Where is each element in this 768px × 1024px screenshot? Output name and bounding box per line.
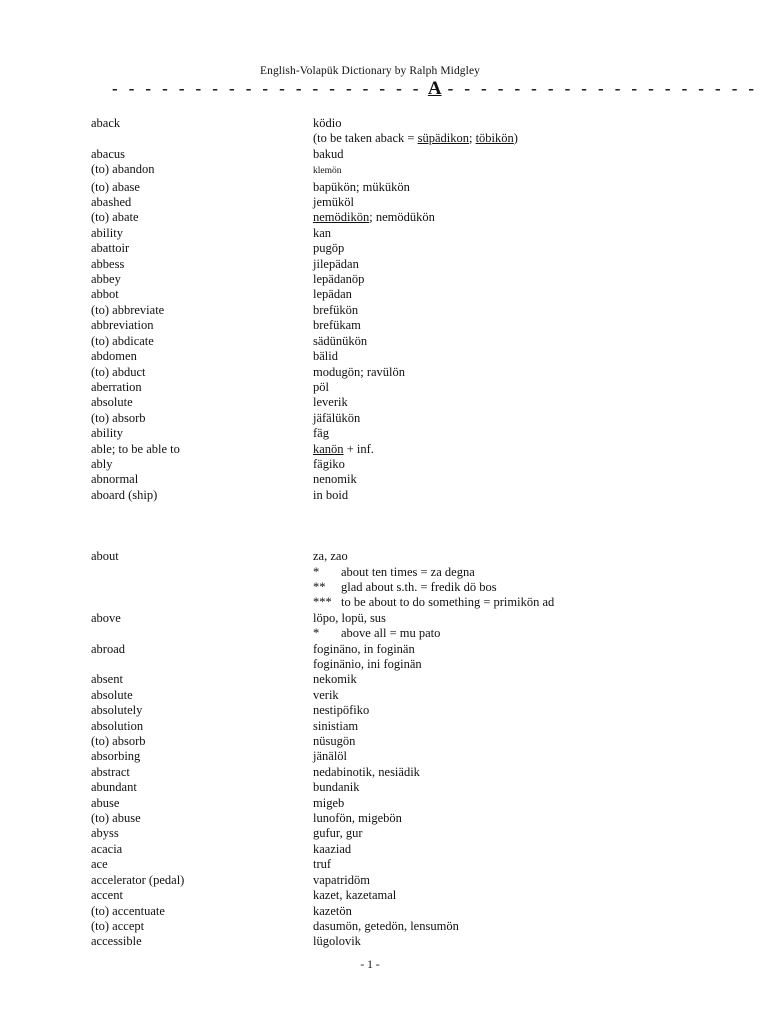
- dash-rule-right: - - - - - - - - - - - - - - - - - - -: [447, 79, 758, 98]
- translation-text: bundanik: [313, 780, 360, 795]
- volapuk-translation: [313, 657, 691, 672]
- english-term: abnormal: [91, 472, 139, 487]
- english-term: (to) abbreviate: [91, 302, 165, 317]
- english-term: [91, 626, 313, 641]
- translation-text: za, zao: [313, 549, 348, 564]
- volapuk-translation: [313, 734, 691, 749]
- entry-row: [91, 642, 691, 657]
- volapuk-translation: [313, 688, 691, 703]
- volapuk-translation: [313, 287, 691, 302]
- volapuk-translation: [313, 719, 691, 734]
- english-term: absolute: [91, 395, 133, 410]
- entry-row: [91, 688, 691, 703]
- translation-text: about ten times = za degna: [341, 564, 475, 579]
- volapuk-translation: [313, 226, 691, 241]
- english-term: abbey: [91, 272, 121, 287]
- page-number: - 1 -: [360, 959, 380, 971]
- translation-text: ködio: [313, 116, 342, 130]
- entry-row: [91, 780, 691, 795]
- entry-row: [91, 442, 691, 457]
- translation-text: in boid: [313, 487, 349, 502]
- translation-part: kanön: [313, 441, 344, 456]
- entry-row: [91, 919, 691, 934]
- translation-text: nekomik: [313, 672, 357, 687]
- translation-text: glad about s.th. = fredik dö bos: [341, 579, 497, 594]
- english-term: (to) absorb: [91, 734, 146, 749]
- translation-text: nüsugön: [313, 734, 356, 749]
- english-term: abdomen: [91, 349, 137, 364]
- entry-row: [91, 334, 691, 349]
- volapuk-translation: [313, 672, 691, 687]
- translation-text: fäg: [313, 426, 329, 441]
- english-term: able; to be able to: [91, 441, 180, 456]
- entry-row: [91, 162, 691, 179]
- entry-row: [91, 503, 691, 549]
- volapuk-translation: [313, 595, 691, 610]
- example-marker: **: [313, 579, 326, 594]
- volapuk-translation: [313, 580, 691, 595]
- translation-part: süpädikon: [417, 131, 469, 146]
- translation-part: (to be taken aback =: [313, 131, 418, 146]
- entry-row: [91, 611, 691, 626]
- volapuk-translation: [313, 873, 691, 888]
- translation-text: lügolovik: [313, 934, 361, 949]
- volapuk-translation: [313, 472, 691, 487]
- english-term: accessible: [91, 934, 142, 949]
- volapuk-translation: [313, 380, 691, 395]
- entry-row: [91, 888, 691, 903]
- entry-row: [91, 873, 691, 888]
- translation-text: nenomik: [313, 472, 357, 487]
- translation-text: nestipöfiko: [313, 703, 370, 718]
- entry-row: [91, 857, 691, 872]
- entry-row: [91, 272, 691, 287]
- translation-text: jilepädan: [313, 256, 359, 271]
- english-term: ability: [91, 426, 123, 441]
- volapuk-translation: [313, 442, 691, 457]
- entry-row: [91, 796, 691, 811]
- english-term: abundant: [91, 780, 137, 795]
- volapuk-translation: [313, 857, 691, 872]
- entry-row: [91, 131, 691, 146]
- entry-row: [91, 147, 691, 162]
- translation-text: bakud: [313, 146, 344, 161]
- english-term: abacus: [91, 146, 126, 161]
- translation-text: verik: [313, 687, 339, 702]
- translation-text: bälid: [313, 349, 338, 364]
- section-letter: A: [427, 78, 442, 99]
- volapuk-translation: [313, 147, 691, 162]
- translation-text: sädünükön: [313, 333, 368, 348]
- translation-text: brefükön: [313, 302, 359, 317]
- volapuk-translation: [313, 349, 691, 364]
- translation-text: leverik: [313, 395, 348, 410]
- english-term: about: [91, 549, 119, 564]
- translation-text: jänälöl: [313, 749, 348, 764]
- translation-text: foginäno, in foginän: [313, 641, 415, 656]
- translation-text: kazetön: [313, 903, 352, 918]
- entry-row: [91, 287, 691, 302]
- english-term: absolute: [91, 687, 133, 702]
- entry-row: [91, 565, 691, 580]
- english-term: abyss: [91, 826, 119, 841]
- english-term: absorbing: [91, 749, 141, 764]
- english-term: [91, 565, 313, 580]
- entry-row: [91, 657, 691, 672]
- volapuk-translation: [313, 904, 691, 919]
- translation-text: bapükön; mükükön: [313, 179, 410, 194]
- entry-row: [91, 426, 691, 441]
- entry-row: [91, 365, 691, 380]
- dash-rule-left: - - - - - - - - - - - - - - - - - - -: [112, 79, 422, 98]
- english-term: ability: [91, 225, 123, 240]
- english-term: absent: [91, 672, 123, 687]
- translation-text: pöl: [313, 379, 329, 394]
- entry-row: [91, 595, 691, 610]
- translation-part: ): [513, 131, 518, 146]
- volapuk-translation: [313, 411, 691, 426]
- translation-text: brefükam: [313, 318, 361, 333]
- volapuk-translation: [313, 565, 691, 580]
- translation-text: nedabinotik, nesiädik: [313, 764, 420, 779]
- entry-row: [91, 904, 691, 919]
- english-term: (to) accentuate: [91, 903, 165, 918]
- volapuk-translation: [313, 365, 691, 380]
- english-term: aback: [91, 116, 121, 130]
- volapuk-translation: [313, 842, 691, 857]
- volapuk-translation: [313, 318, 691, 333]
- english-term: [91, 580, 313, 595]
- english-term: [91, 657, 313, 672]
- volapuk-translation: [313, 611, 691, 626]
- page-title: English-Volapük Dictionary by Ralph Midgley: [259, 65, 480, 77]
- volapuk-translation: [313, 919, 691, 934]
- english-term: (to) abate: [91, 210, 139, 225]
- translation-text: modugön; ravülön: [313, 364, 406, 379]
- entry-row: [91, 626, 691, 641]
- entry-row: [91, 395, 691, 410]
- translation-part: ;: [468, 131, 476, 146]
- entry-row: [91, 719, 691, 734]
- entry-row: [91, 195, 691, 210]
- english-term: abbot: [91, 287, 119, 302]
- volapuk-translation: [313, 549, 691, 564]
- volapuk-translation: [313, 334, 691, 349]
- english-term: (to) abandon: [91, 162, 155, 177]
- volapuk-translation: [313, 303, 691, 318]
- translation-text: klemön: [313, 166, 342, 177]
- volapuk-translation: [313, 826, 691, 841]
- english-term: [91, 131, 313, 146]
- example-marker: *: [313, 564, 320, 579]
- translation-text: above all = mu pato: [341, 626, 441, 641]
- translation-text: lepädan: [313, 287, 352, 302]
- volapuk-translation: [313, 257, 691, 272]
- volapuk-translation: [313, 642, 691, 657]
- entry-row: [91, 749, 691, 764]
- english-term: acacia: [91, 841, 123, 856]
- entry-row: [91, 303, 691, 318]
- entry-list: [91, 116, 691, 950]
- english-term: ably: [91, 456, 113, 471]
- volapuk-translation: [313, 796, 691, 811]
- volapuk-translation: [313, 626, 691, 641]
- volapuk-translation: [313, 749, 691, 764]
- volapuk-translation: [313, 272, 691, 287]
- volapuk-translation: [313, 488, 691, 503]
- volapuk-translation: [313, 934, 691, 949]
- english-term: abroad: [91, 641, 126, 656]
- volapuk-translation: [313, 765, 691, 780]
- translation-text: to be about to do something = primikön ad: [341, 595, 555, 610]
- english-term: aboard (ship): [91, 487, 158, 502]
- english-term: absolution: [91, 718, 144, 733]
- entry-row: [91, 210, 691, 225]
- entry-row: [91, 488, 691, 503]
- english-term: accelerator (pedal): [91, 872, 185, 887]
- translation-text: fägiko: [313, 456, 345, 471]
- entry-row: [91, 226, 691, 241]
- entry-row: [91, 257, 691, 272]
- volapuk-translation: [313, 780, 691, 795]
- entry-row: [91, 380, 691, 395]
- entry-row: [91, 116, 691, 131]
- english-term: accent: [91, 888, 123, 903]
- translation-text: jemüköl: [313, 195, 354, 210]
- entry-row: [91, 318, 691, 333]
- english-term: (to) abduct: [91, 364, 146, 379]
- translation-text: kan: [313, 225, 332, 240]
- entry-row: [91, 241, 691, 256]
- translation-part: töbikön: [475, 131, 514, 146]
- english-term: abstract: [91, 764, 130, 779]
- volapuk-translation: [313, 811, 691, 826]
- entry-row: [91, 349, 691, 364]
- translation-text: gufur, gur: [313, 826, 363, 841]
- letter-heading: [112, 78, 758, 100]
- english-term: abuse: [91, 795, 120, 810]
- entry-row: [91, 703, 691, 718]
- entry-row: [91, 765, 691, 780]
- volapuk-translation: [313, 162, 691, 179]
- translation-part: ; nemödükön: [369, 210, 435, 225]
- volapuk-translation: [313, 131, 691, 146]
- volapuk-translation: [313, 116, 691, 131]
- english-term: (to) abuse: [91, 811, 141, 826]
- entry-row: [91, 411, 691, 426]
- translation-text: migeb: [313, 795, 345, 810]
- translation-text: sinistiam: [313, 718, 359, 733]
- english-term: ace: [91, 857, 108, 872]
- translation-text: truf: [313, 857, 332, 872]
- example-marker: ***: [313, 595, 332, 610]
- english-term: (to) accept: [91, 918, 145, 933]
- translation-text: jäfälükön: [313, 410, 361, 425]
- english-term: abattoir: [91, 241, 130, 256]
- translation-text: lepädanöp: [313, 272, 365, 287]
- english-term: above: [91, 610, 121, 625]
- translation-text: lunofön, migebön: [313, 811, 402, 826]
- english-term: (to) absorb: [91, 410, 146, 425]
- translation-part: + inf.: [343, 441, 374, 456]
- english-term: (to) abdicate: [91, 333, 154, 348]
- entry-row: [91, 934, 691, 949]
- entry-row: [91, 826, 691, 841]
- entry-row: [91, 180, 691, 195]
- translation-text: dasumön, getedön, lensumön: [313, 918, 459, 933]
- translation-text: löpo, lopü, sus: [313, 610, 386, 625]
- entry-row: [91, 549, 691, 564]
- english-term: abbess: [91, 256, 125, 271]
- translation-text: vapatridöm: [313, 872, 370, 887]
- example-marker: *: [313, 626, 320, 641]
- entry-row: [91, 672, 691, 687]
- english-term: abashed: [91, 195, 132, 210]
- volapuk-translation: [313, 180, 691, 195]
- translation-text: pugöp: [313, 241, 345, 256]
- volapuk-translation: [313, 210, 691, 225]
- entry-row: [91, 580, 691, 595]
- volapuk-translation: [313, 241, 691, 256]
- volapuk-translation: [313, 195, 691, 210]
- volapuk-translation: [313, 426, 691, 441]
- translation-text: kaaziad: [313, 841, 352, 856]
- volapuk-translation: [313, 888, 691, 903]
- english-term: [91, 595, 313, 610]
- entry-row: [91, 472, 691, 487]
- entry-row: [91, 734, 691, 749]
- entry-row: [91, 811, 691, 826]
- english-term: (to) abase: [91, 179, 140, 194]
- english-term: aberration: [91, 379, 142, 394]
- entry-row: [91, 842, 691, 857]
- volapuk-translation: [313, 457, 691, 472]
- english-term: absolutely: [91, 703, 143, 718]
- volapuk-translation: [313, 395, 691, 410]
- translation-part: nemödikön: [313, 210, 370, 225]
- entry-row: [91, 457, 691, 472]
- translation-text: foginänio, ini foginän: [313, 657, 422, 671]
- english-term: abbreviation: [91, 318, 154, 333]
- volapuk-translation: [313, 703, 691, 718]
- translation-text: kazet, kazetamal: [313, 888, 397, 903]
